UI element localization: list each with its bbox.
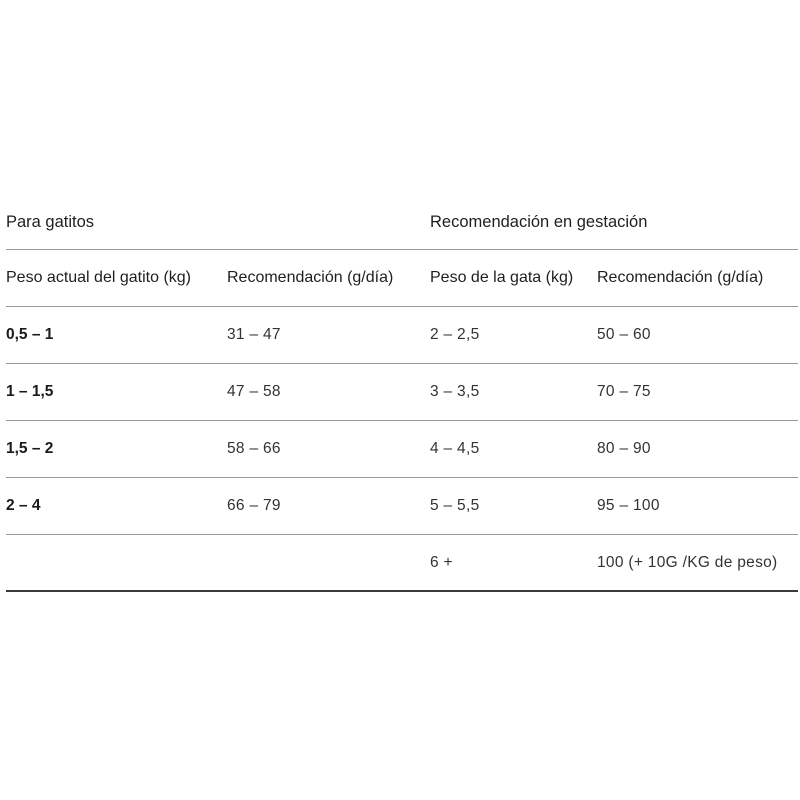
cat-weight-header: Peso de la gata (kg) [430,269,574,286]
kitten-weight-cell: 1,5 – 2 [6,440,54,457]
gestation-section-title: Recomendación en gestación [430,213,648,231]
column-header-row [6,250,798,307]
kitten-reco-cell: 66 – 79 [227,497,281,514]
kitten-reco-cell: 47 – 58 [227,383,281,400]
kitten-weight-cell: 1 – 1,5 [6,383,54,400]
gestation-reco-header: Recomendación (g/día) [597,269,764,286]
cat-weight-cell: 2 – 2,5 [430,326,480,343]
cat-weight-cell: 6 + [430,553,453,571]
table-row [6,364,798,421]
section-title-row [6,196,798,250]
kitten-weight-cell: 2 – 4 [6,497,41,514]
kitten-weight-cell: 0,5 – 1 [6,326,54,343]
cat-weight-cell: 5 – 5,5 [430,497,480,514]
gestation-reco-cell: 95 – 100 [597,497,660,514]
cat-weight-cell: 3 – 3,5 [430,383,480,400]
gestation-reco-cell: 50 – 60 [597,326,651,343]
table-row [6,535,798,592]
table-row [6,307,798,364]
kitten-weight-header: Peso actual del gatito (kg) [6,269,191,286]
kitten-reco-header: Recomendación (g/día) [227,269,394,286]
kitten-reco-cell: 58 – 66 [227,440,281,457]
table-row [6,421,798,478]
kitten-reco-cell: 31 – 47 [227,326,281,343]
feeding-table [6,196,798,592]
kittens-section-title: Para gatitos [6,213,95,231]
gestation-reco-cell: 100 (+ 10G /KG de peso) [597,553,778,571]
gestation-reco-cell: 80 – 90 [597,440,651,457]
table-row [6,478,798,535]
cat-weight-cell: 4 – 4,5 [430,440,480,457]
gestation-reco-cell: 70 – 75 [597,383,651,400]
